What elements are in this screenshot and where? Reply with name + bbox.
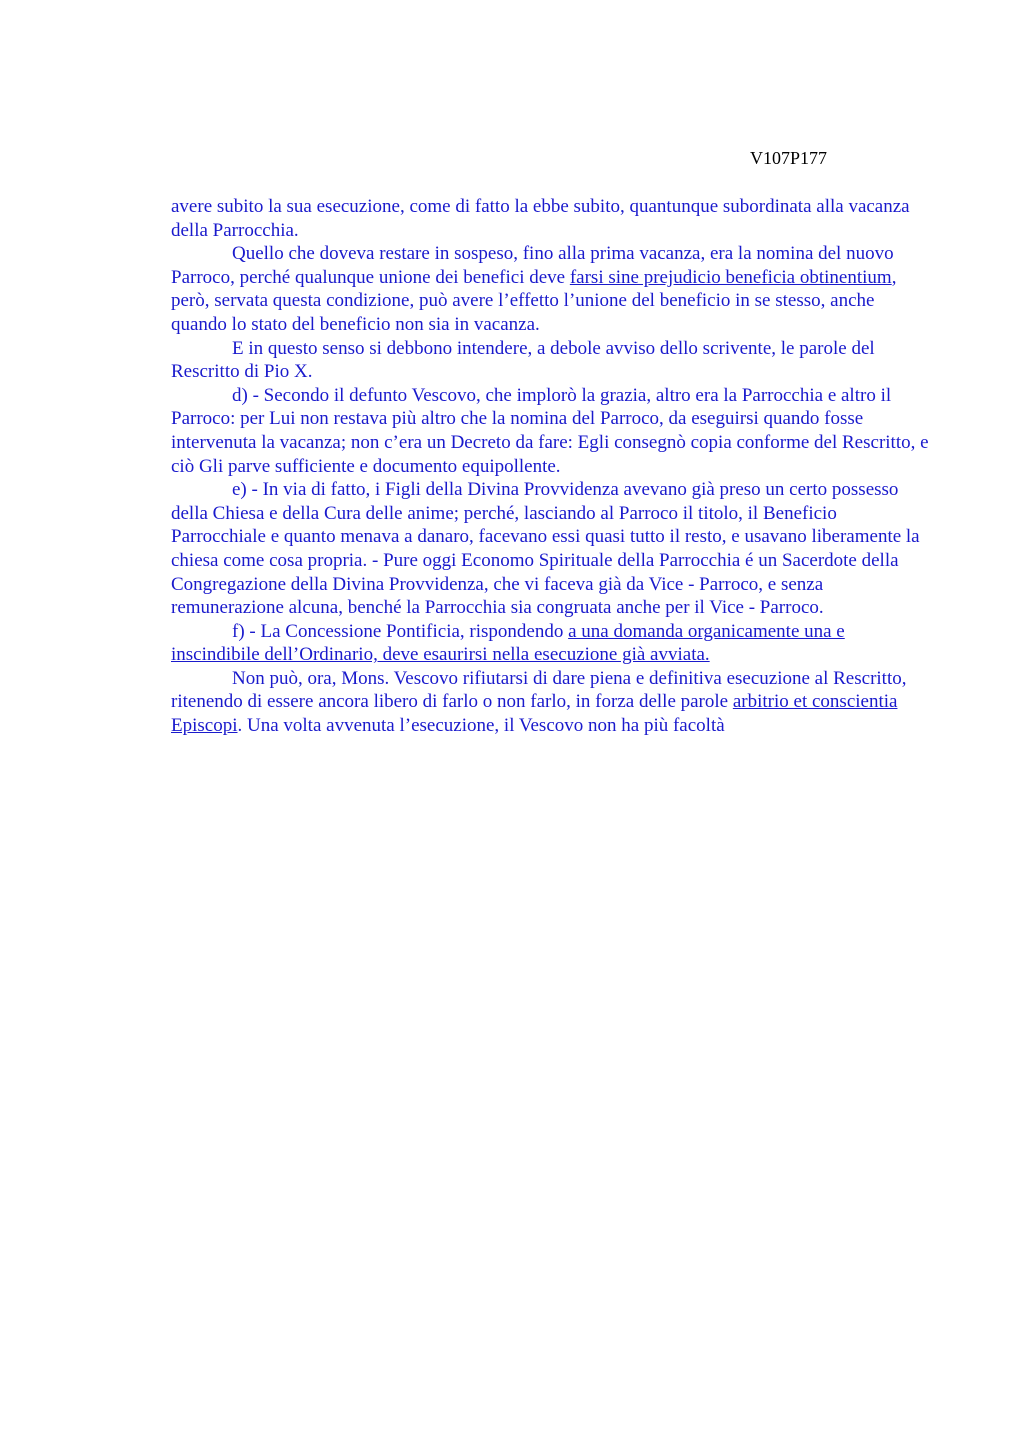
text-run: d) - Secondo il defunto Vescovo, che implorò la grazia, altro era la Parrocchia e altro il Parroco: per Lui non restava più altro che la nomina del Parroco, da eseguirsi quando fosse intervenuta la vacanza; non c’era un Decreto da fare: Egli consegnò copia conforme del Rescritto, e ciò Gli parve sufficiente e documento equipollente.	[171, 384, 929, 477]
document-body	[171, 195, 931, 738]
underlined-text: farsi sine prejudicio beneficia obtinentium	[569, 266, 892, 288]
text-run: e) - In via di fatto, i Figli della Divina Provvidenza avevano già preso un certo possesso della Chiesa e della Cura delle anime; perché, lasciando al Parroco il titolo, il Beneficio Parrocchiale e quanto menava a danaro, facevano essi quasi tutto il resto, e usavano liberamente la chiesa come cosa propria. - Pure oggi Economo Spirituale della Parrocchia é un Sacerdote della Congregazione della Divina Provvidenza, che vi faceva già da Vice - Parroco, e senza remunerazione alcuna, benché la Parrocchia sia congruata anche per il Vice - Parroco.	[171, 479, 920, 619]
text-run: E in questo senso si debbono intendere, a debole avviso dello scrivente, le parole del Rescritto di Pio X.	[171, 337, 875, 383]
paragraph	[171, 478, 931, 620]
text-run: Non può, ora, Mons. Vescovo rifiutarsi di dare piena e definitiva esecuzione al Rescritto, ritenendo di essere ancora libero di farlo o non farlo, in forza delle parole	[171, 667, 907, 713]
underlined-text: a una domanda organicamente una e inscindibile dell’Ordinario, deve esaurirsi nella esecuzione già avviata.	[171, 620, 845, 666]
paragraph	[171, 195, 931, 242]
paragraph	[171, 337, 931, 384]
paragraph	[171, 242, 931, 336]
text-run: avere subito la sua esecuzione, come di fatto la ebbe subito, quantunque subordinata alla vacanza della Parrocchia.	[171, 196, 910, 241]
underlined-text: arbitrio et conscientia Episcopi	[171, 691, 898, 737]
paragraph	[171, 620, 931, 667]
paragraph	[171, 384, 931, 478]
text-run: , però, servata questa condizione, può avere l’effetto l’unione del beneficio in se stesso, anche quando lo stato del beneficio non sia in vacanza.	[171, 266, 897, 335]
text-run: Quello che doveva restare in sospeso, fino alla prima vacanza, era la nomina del nuovo Parroco, perché qualunque unione dei benefici deve	[171, 243, 894, 288]
paragraph	[171, 667, 931, 738]
text-run: . Una volta avvenuta l’esecuzione, il Vescovo non ha più facoltà	[237, 715, 725, 737]
text-run: f) - La Concessione Pontificia, rispondendo	[232, 620, 569, 642]
page-id: V107P177	[750, 148, 828, 168]
